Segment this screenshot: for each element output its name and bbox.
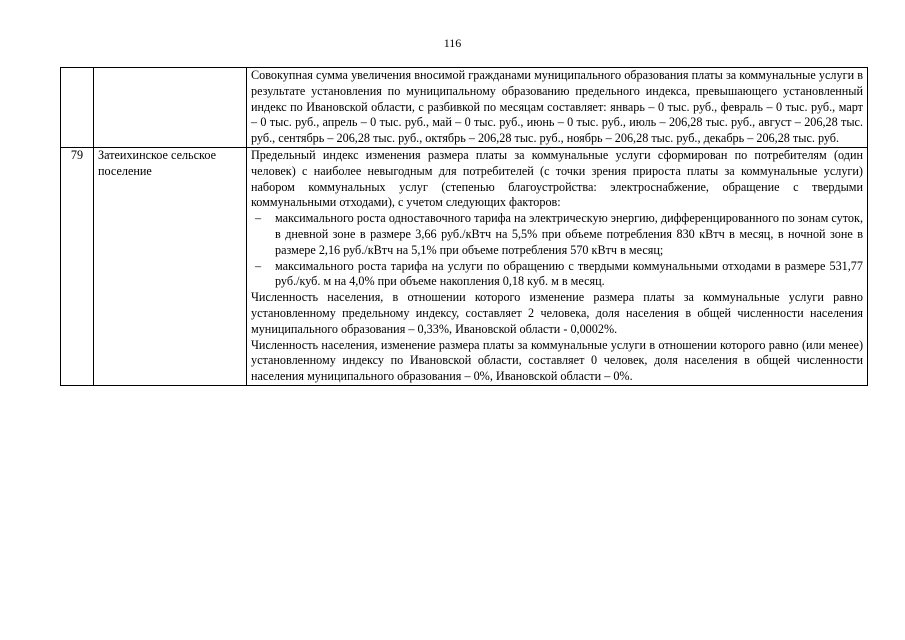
- municipality-name-cell: Затеихинское сельское поселение: [94, 147, 247, 385]
- table-row: [61, 147, 868, 385]
- list-item-text: максимального роста одноставочного тарифа на электрическую энергию, дифференцированного по зонам суток, в дневной зоне в размере 3,66 руб./кВтч на 5,5% при объеме потребления 830 кВтч в месяц, в ночной зоне в размере 2,16 руб./кВтч на 5,1% при объеме потребления 570 кВтч в месяц;: [275, 211, 863, 257]
- description-cell: [247, 147, 868, 385]
- municipality-name-cell: [94, 68, 247, 148]
- list-item-text: максимального роста тарифа на услуги по обращению с твердыми коммунальными отходами в размере 531,77 руб./куб. м на 4,0% при объеме накопления 0,18 куб. м в месяц.: [275, 258, 863, 289]
- page-number: 116: [443, 36, 462, 50]
- table-row: [61, 68, 868, 148]
- population-below-paragraph: Численность населения, изменение размера платы за коммунальные услуги в отношении которого равно (или менее) установленному индексу по Ивановской области, составляет 0 человек, доля населения в общей численности населения муниципального образования – 0%, Ивановской области – 0%.: [251, 337, 863, 384]
- index-intro-paragraph: Предельный индекс изменения размера платы за коммунальные услуги сформирован по потребителям (один человек) с наиболее невыгодным для потребителей (с точки зрения прироста платы за коммунальные услуги) набором коммунальных услуг (степенью благоустройства: электроснабжение, обращение с твердыми коммунальными отходами), с учетом следующих факторов:: [251, 147, 863, 210]
- document-table: [60, 67, 868, 386]
- list-item: [251, 259, 863, 291]
- population-equal-paragraph: Численность населения, в отношении которого изменение размера платы за коммунальные услуги равно установленному предельному индексу, составляет 2 человека, доля населения в общей численности населения муниципального образования – 0,33%, Ивановской области - 0,0002%.: [251, 290, 863, 336]
- dash-marker: –: [255, 211, 262, 226]
- row-number-cell: 79: [61, 147, 94, 385]
- row-number-cell: [61, 68, 94, 148]
- dash-marker: –: [255, 258, 262, 273]
- list-item: [251, 211, 863, 258]
- total-increase-paragraph: Совокупная сумма увеличения вносимой гражданами муниципального образования платы за коммунальные услуги в результате установления по муниципальному образованию предельного индекса, превышающего установленный индекс по Ивановской области, с разбивкой по месяцам составляет: январь – 0 тыс. руб., февраль – 0 тыс. руб., март – 0 тыс. руб., апрель – 0 тыс. руб., май – 0 тыс. руб., июнь – 0 тыс. руб., июль – 206,28 тыс. руб., август – 206,28 тыс. руб., сентябрь – 206,28 тыс. руб., октябрь – 206,28 тыс. руб., ноябрь – 206,28 тыс. руб., декабрь – 206,28 тыс. руб.: [251, 68, 863, 146]
- description-cell: [247, 68, 868, 148]
